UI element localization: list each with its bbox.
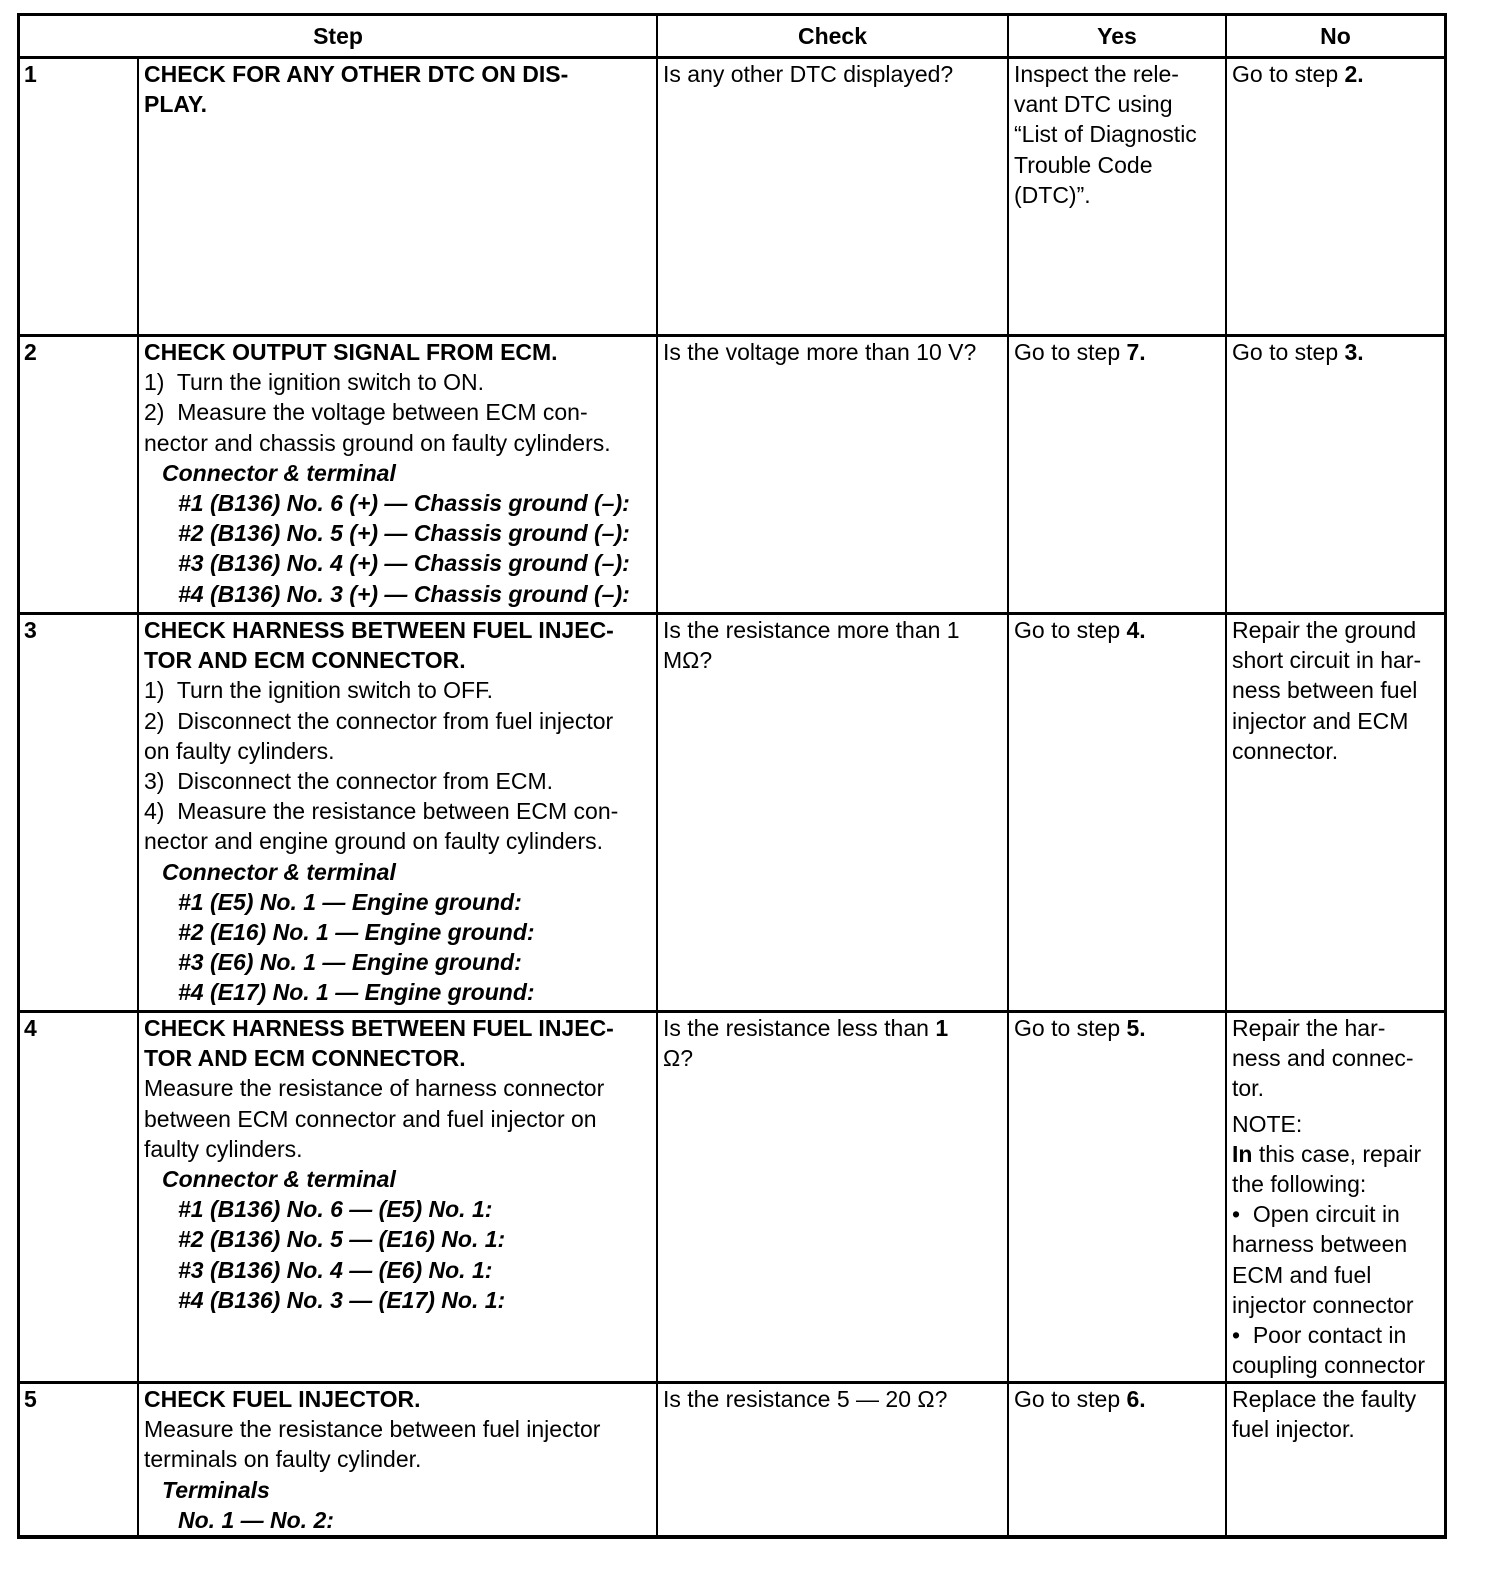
note-label: NOTE: [1232, 1110, 1303, 1137]
yes-step-ref: 6. [1126, 1386, 1146, 1412]
check-text: Is the resistance 5 — 20 Ω? [663, 1386, 948, 1412]
terminal-spec: #1 (B136) No. 6 (+) — Chassis ground (–): [178, 490, 630, 517]
no-action [1226, 58, 1444, 336]
yes-action [1008, 614, 1226, 1012]
connector-terminal-heading: Connector & terminal [162, 858, 396, 885]
check-question [657, 1383, 1008, 1539]
table-row [20, 614, 1444, 1012]
yes-action [1008, 58, 1226, 336]
yes-text: Go to step [1014, 1386, 1127, 1412]
no-text: Repair the har- ness and connec- tor. [1232, 1015, 1414, 1102]
header-step: Step [20, 16, 657, 58]
no-action [1226, 614, 1444, 1012]
terminal-spec: #1 (E5) No. 1 — Engine ground: [178, 888, 522, 915]
check-text-start: Is the resistance less than [663, 1015, 936, 1041]
yes-text: Go to step [1014, 1015, 1127, 1041]
check-value: 1 [935, 1015, 949, 1041]
procedure-body: Measure the resistance between fuel injector terminals on faulty cylinder. [144, 1416, 601, 1473]
check-text: Is the voltage more than 10 V? [663, 339, 977, 365]
connector-terminal-heading: Connector & terminal [162, 459, 396, 486]
header-no: No [1226, 16, 1444, 58]
connector-terminal-heading: Connector & terminal [162, 1166, 396, 1193]
terminal-spec: #2 (E16) No. 1 — Engine ground: [178, 919, 535, 946]
step-number: 1 [20, 58, 138, 336]
procedure-step: 3) Disconnect the connector from ECM. [144, 768, 554, 795]
table-row [20, 1383, 1444, 1539]
header-yes: Yes [1008, 16, 1226, 58]
no-step-ref: 3. [1344, 339, 1364, 365]
check-text [663, 1013, 1003, 1073]
step-title: CHECK OUTPUT SIGNAL FROM ECM. [144, 339, 558, 365]
no-step-ref: 2. [1344, 61, 1364, 87]
check-question [657, 58, 1008, 336]
no-action [1226, 1383, 1444, 1539]
terminal-spec: No. 1 — No. 2: [178, 1506, 334, 1533]
table-header-row [20, 16, 1444, 58]
step-title: CHECK FUEL INJECTOR. [144, 1386, 421, 1412]
terminal-spec: #3 (B136) No. 4 — (E6) No. 1: [178, 1256, 493, 1283]
no-action [1226, 336, 1444, 614]
terminal-spec: #2 (B136) No. 5 (+) — Chassis ground (–): [178, 520, 630, 547]
step-number: 4 [20, 1012, 138, 1383]
yes-action [1008, 1383, 1226, 1539]
no-text: Go to step [1232, 61, 1345, 87]
check-question [657, 336, 1008, 614]
terminal-spec: #2 (B136) No. 5 — (E16) No. 1: [178, 1226, 506, 1253]
no-action [1226, 1012, 1444, 1383]
step-description [138, 58, 657, 336]
step-number: 3 [20, 614, 138, 1012]
terminal-spec: #3 (E6) No. 1 — Engine ground: [178, 949, 522, 976]
procedure-body: Measure the resistance of harness connector between ECM connector and fuel injector on faulty cylinders. [144, 1075, 605, 1162]
step-number: 2 [20, 336, 138, 614]
procedure-step: 2) Measure the voltage between ECM con- nector and chassis ground on faulty cylinders. [144, 399, 611, 456]
terminal-spec: #1 (B136) No. 6 — (E5) No. 1: [178, 1196, 493, 1223]
no-text: Repair the ground short circuit in har- ness between fuel injector and ECM connector. [1232, 617, 1422, 764]
check-unit: Ω? [663, 1045, 693, 1072]
yes-text: Inspect the rele- vant DTC using “List of Diagnostic Trouble Code (DTC)”. [1014, 61, 1197, 208]
table-row [20, 58, 1444, 336]
step-description [138, 1383, 657, 1539]
diagnostic-procedure-table-container [17, 13, 1447, 1539]
diagnostic-procedure-table [20, 16, 1444, 1539]
terminal-spec: #4 (E17) No. 1 — Engine ground: [178, 979, 535, 1006]
procedure-step: 4) Measure the resistance between ECM con- nector and engine ground on faulty cylinders. [144, 798, 619, 855]
header-check: Check [657, 16, 1008, 58]
table-row [20, 1012, 1444, 1383]
note-bullet: • Poor contact in coupling connector [1232, 1322, 1426, 1379]
terminal-spec: #4 (B136) No. 3 — (E17) No. 1: [178, 1286, 506, 1313]
yes-step-ref: 5. [1126, 1015, 1146, 1041]
note-text [1232, 1139, 1440, 1199]
step-title: CHECK HARNESS BETWEEN FUEL INJEC- TOR AND ECM CONNECTOR. [144, 1015, 614, 1072]
step-description [138, 336, 657, 614]
procedure-step: 1) Turn the ignition switch to ON. [144, 369, 485, 396]
table-row [20, 336, 1444, 614]
step-title: CHECK HARNESS BETWEEN FUEL INJEC- TOR AND ECM CONNECTOR. [144, 617, 614, 674]
note-bullet: • Open circuit in harness between ECM and fuel injector connector [1232, 1201, 1414, 1318]
no-text: Go to step [1232, 339, 1345, 365]
terminal-spec: #3 (B136) No. 4 (+) — Chassis ground (–): [178, 550, 630, 577]
check-text: Is the resistance more than 1 MΩ? [663, 617, 960, 674]
yes-text: Go to step [1014, 617, 1127, 643]
terminals-heading: Terminals [162, 1476, 270, 1503]
yes-step-ref: 7. [1126, 339, 1146, 365]
yes-action [1008, 336, 1226, 614]
yes-text: Go to step [1014, 339, 1127, 365]
no-text: Replace the faulty fuel injector. [1232, 1386, 1417, 1443]
procedure-step: 2) Disconnect the connector from fuel injector on faulty cylinders. [144, 707, 614, 764]
step-number: 5 [20, 1383, 138, 1539]
terminal-spec: #4 (B136) No. 3 (+) — Chassis ground (–): [178, 580, 630, 607]
yes-action [1008, 1012, 1226, 1383]
procedure-step: 1) Turn the ignition switch to OFF. [144, 677, 493, 704]
check-question [657, 614, 1008, 1012]
step-title: CHECK FOR ANY OTHER DTC ON DIS- PLAY. [144, 61, 569, 118]
step-description [138, 1012, 657, 1383]
note-in: In [1232, 1140, 1253, 1167]
step-description [138, 614, 657, 1012]
note-rest: this case, repair the following: [1232, 1140, 1422, 1198]
check-text: Is any other DTC displayed? [663, 61, 954, 87]
yes-step-ref: 4. [1126, 617, 1146, 643]
check-question [657, 1012, 1008, 1383]
